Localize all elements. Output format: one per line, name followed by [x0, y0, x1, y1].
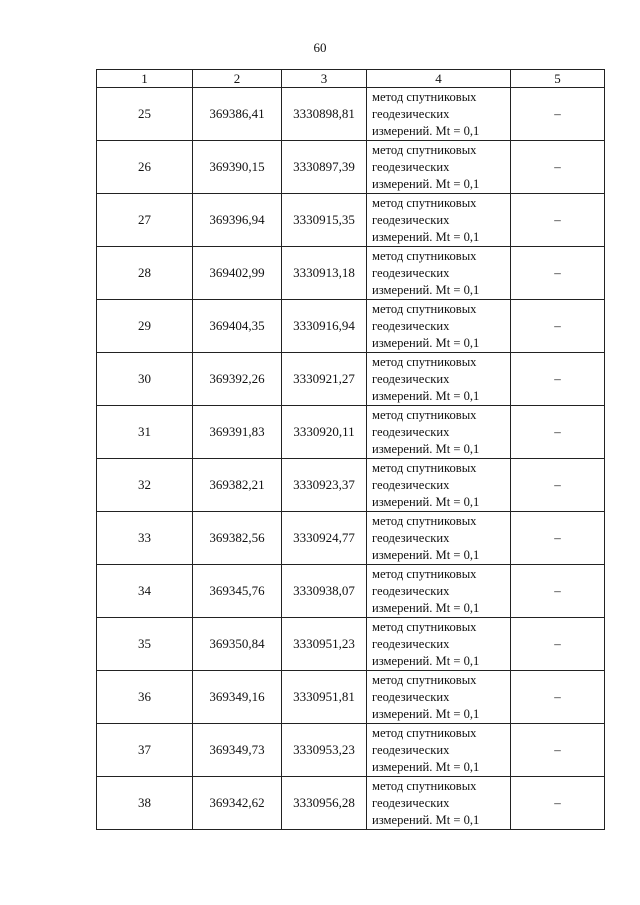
point-number-cell: 31 — [97, 406, 193, 459]
point-number-cell: 27 — [97, 194, 193, 247]
point-number-cell: 28 — [97, 247, 193, 300]
table-row — [97, 671, 605, 724]
method-cell — [367, 777, 511, 830]
point-number-cell: 29 — [97, 300, 193, 353]
point-number-cell: 34 — [97, 565, 193, 618]
point-number-cell: 36 — [97, 671, 193, 724]
method-line: геодезических — [372, 371, 450, 386]
coordinate-y-cell: 3330921,27 — [282, 353, 367, 406]
method-line: метод спутниковых — [372, 354, 477, 369]
method-line: измерений. Mt = 0,1 — [372, 282, 480, 297]
method-line: измерений. Mt = 0,1 — [372, 123, 480, 138]
coordinate-x-cell: 369391,83 — [193, 406, 282, 459]
method-line: метод спутниковых — [372, 778, 477, 793]
method-cell — [367, 247, 511, 300]
coordinate-y-cell: 3330916,94 — [282, 300, 367, 353]
table-row — [97, 512, 605, 565]
coordinate-y-cell: 3330920,11 — [282, 406, 367, 459]
table-row — [97, 141, 605, 194]
method-line: измерений. Mt = 0,1 — [372, 706, 480, 721]
method-line: измерений. Mt = 0,1 — [372, 812, 480, 827]
note-cell: – — [511, 459, 605, 512]
note-cell: – — [511, 618, 605, 671]
method-cell — [367, 353, 511, 406]
method-line: измерений. Mt = 0,1 — [372, 388, 480, 403]
method-line: метод спутниковых — [372, 513, 477, 528]
coordinate-x-cell: 369349,73 — [193, 724, 282, 777]
method-line: метод спутниковых — [372, 460, 477, 475]
coordinate-y-cell: 3330915,35 — [282, 194, 367, 247]
point-number-cell: 35 — [97, 618, 193, 671]
method-line: метод спутниковых — [372, 619, 477, 634]
note-cell: – — [511, 671, 605, 724]
point-number-cell: 38 — [97, 777, 193, 830]
coordinate-y-cell: 3330953,23 — [282, 724, 367, 777]
method-cell — [367, 671, 511, 724]
coordinate-x-cell: 369392,26 — [193, 353, 282, 406]
table-row — [97, 777, 605, 830]
column-header-4: 4 — [367, 70, 511, 88]
table-row — [97, 618, 605, 671]
method-cell — [367, 300, 511, 353]
method-cell — [367, 618, 511, 671]
method-line: метод спутниковых — [372, 89, 477, 104]
coordinate-y-cell: 3330938,07 — [282, 565, 367, 618]
column-header-3: 3 — [282, 70, 367, 88]
method-cell — [367, 194, 511, 247]
note-cell: – — [511, 300, 605, 353]
method-line: измерений. Mt = 0,1 — [372, 229, 480, 244]
column-header-5: 5 — [511, 70, 605, 88]
method-cell — [367, 88, 511, 141]
method-line: измерений. Mt = 0,1 — [372, 759, 480, 774]
note-cell: – — [511, 565, 605, 618]
method-cell — [367, 141, 511, 194]
coordinate-y-cell: 3330897,39 — [282, 141, 367, 194]
table-row — [97, 406, 605, 459]
table-header-row — [97, 70, 605, 88]
point-number-cell: 26 — [97, 141, 193, 194]
method-line: измерений. Mt = 0,1 — [372, 335, 480, 350]
coordinate-y-cell: 3330913,18 — [282, 247, 367, 300]
table-row — [97, 353, 605, 406]
coordinate-y-cell: 3330951,81 — [282, 671, 367, 724]
table-row — [97, 459, 605, 512]
coordinate-y-cell: 3330951,23 — [282, 618, 367, 671]
method-line: геодезических — [372, 636, 450, 651]
note-cell: – — [511, 512, 605, 565]
method-line: геодезических — [372, 159, 450, 174]
method-line: геодезических — [372, 106, 450, 121]
table-row — [97, 300, 605, 353]
method-cell — [367, 406, 511, 459]
column-header-2: 2 — [193, 70, 282, 88]
method-line: измерений. Mt = 0,1 — [372, 441, 480, 456]
coordinate-y-cell: 3330956,28 — [282, 777, 367, 830]
point-number-cell: 37 — [97, 724, 193, 777]
table-row — [97, 247, 605, 300]
method-line: метод спутниковых — [372, 301, 477, 316]
coordinate-x-cell: 369382,21 — [193, 459, 282, 512]
table-row — [97, 88, 605, 141]
method-line: измерений. Mt = 0,1 — [372, 494, 480, 509]
method-line: измерений. Mt = 0,1 — [372, 653, 480, 668]
coordinate-x-cell: 369390,15 — [193, 141, 282, 194]
coordinate-y-cell: 3330923,37 — [282, 459, 367, 512]
note-cell: – — [511, 406, 605, 459]
method-line: геодезических — [372, 265, 450, 280]
method-line: геодезических — [372, 742, 450, 757]
method-line: метод спутниковых — [372, 248, 477, 263]
method-line: метод спутниковых — [372, 672, 477, 687]
coordinate-x-cell: 369402,99 — [193, 247, 282, 300]
coordinate-x-cell: 369386,41 — [193, 88, 282, 141]
method-line: метод спутниковых — [372, 566, 477, 581]
method-cell — [367, 512, 511, 565]
coordinate-x-cell: 369350,84 — [193, 618, 282, 671]
point-number-cell: 30 — [97, 353, 193, 406]
method-line: геодезических — [372, 689, 450, 704]
note-cell: – — [511, 353, 605, 406]
note-cell: – — [511, 777, 605, 830]
coordinate-x-cell: 369342,62 — [193, 777, 282, 830]
method-cell — [367, 459, 511, 512]
point-number-cell: 32 — [97, 459, 193, 512]
method-line: геодезических — [372, 212, 450, 227]
method-line: геодезических — [372, 795, 450, 810]
coordinate-x-cell: 369396,94 — [193, 194, 282, 247]
note-cell: – — [511, 247, 605, 300]
column-header-1: 1 — [97, 70, 193, 88]
point-number-cell: 33 — [97, 512, 193, 565]
page-number: 60 — [313, 40, 327, 55]
table-row — [97, 194, 605, 247]
table-row — [97, 724, 605, 777]
coordinate-x-cell: 369345,76 — [193, 565, 282, 618]
note-cell: – — [511, 724, 605, 777]
note-cell: – — [511, 141, 605, 194]
coordinate-x-cell: 369382,56 — [193, 512, 282, 565]
method-line: метод спутниковых — [372, 725, 477, 740]
coordinate-x-cell: 369404,35 — [193, 300, 282, 353]
method-cell — [367, 724, 511, 777]
method-cell — [367, 565, 511, 618]
table-body — [97, 88, 605, 830]
method-line: измерений. Mt = 0,1 — [372, 600, 480, 615]
note-cell: – — [511, 194, 605, 247]
coordinates-table — [96, 69, 605, 830]
point-number-cell: 25 — [97, 88, 193, 141]
table-row — [97, 565, 605, 618]
method-line: измерений. Mt = 0,1 — [372, 176, 480, 191]
method-line: геодезических — [372, 530, 450, 545]
method-line: геодезических — [372, 424, 450, 439]
coordinate-x-cell: 369349,16 — [193, 671, 282, 724]
method-line: геодезических — [372, 477, 450, 492]
method-line: метод спутниковых — [372, 142, 477, 157]
coordinate-y-cell: 3330924,77 — [282, 512, 367, 565]
note-cell: – — [511, 88, 605, 141]
method-line: метод спутниковых — [372, 195, 477, 210]
method-line: геодезических — [372, 583, 450, 598]
method-line: измерений. Mt = 0,1 — [372, 547, 480, 562]
method-line: метод спутниковых — [372, 407, 477, 422]
method-line: геодезических — [372, 318, 450, 333]
coordinate-y-cell: 3330898,81 — [282, 88, 367, 141]
